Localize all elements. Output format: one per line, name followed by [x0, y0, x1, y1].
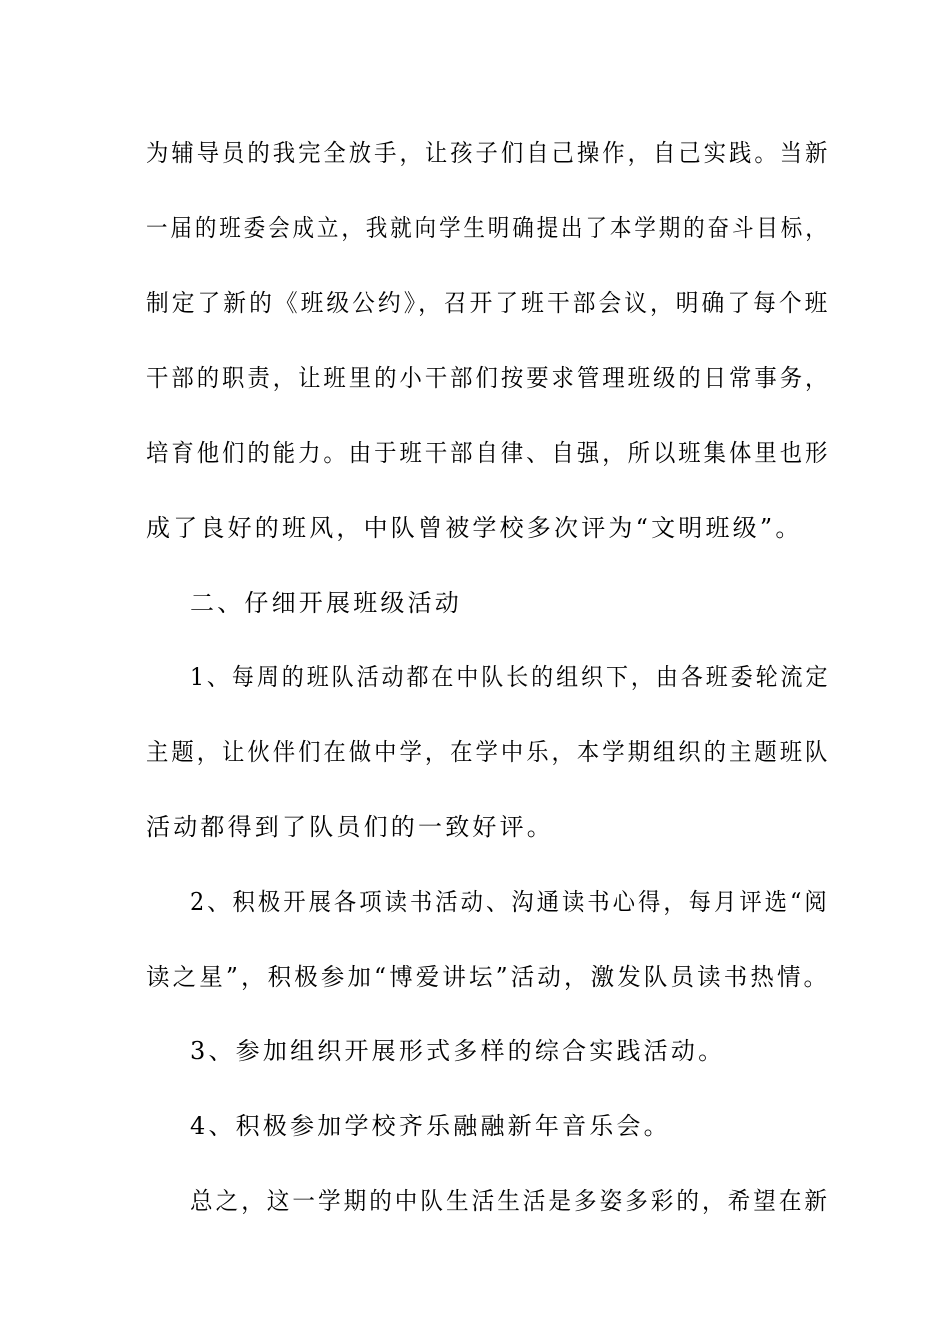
paragraph-line: 为辅导员的我完全放手，让孩子们自己操作，自己实践。当新 [146, 139, 831, 167]
paragraph-line: 一届的班委会成立，我就向学生明确提出了本学期的奋斗目标， [146, 214, 830, 242]
list-item-line: 2、积极开展各项读书活动、沟通读书心得，每月评选“阅 [190, 888, 830, 916]
section-heading: 二、仔细开展班级活动 [190, 589, 462, 617]
list-item-line: 读之星”，积极参加“博爱讲坛”活动，激发队员读书热情。 [146, 963, 831, 991]
paragraph-line: 总之，这一学期的中队生活生活是多姿多彩的，希望在新 [190, 1187, 831, 1215]
list-item-line: 1、每周的班队活动都在中队长的组织下，由各班委轮流定 [190, 663, 831, 691]
list-item-line: 4、积极参加学校齐乐融融新年音乐会。 [190, 1112, 671, 1140]
list-item-line: 活动都得到了队员们的一致好评。 [146, 813, 554, 841]
list-item-line: 3、参加组织开展形式多样的综合实践活动。 [190, 1037, 726, 1065]
paragraph-line: 干部的职责，让班里的小干部们按要求管理班级的日常事务， [146, 364, 831, 392]
paragraph-line: 培育他们的能力。由于班干部自律、自强，所以班集体里也形 [146, 439, 831, 467]
list-item-line: 主题，让伙伴们在做中学，在学中乐，本学期组织的主题班队 [146, 738, 831, 766]
paragraph-line: 制定了新的《班级公约》，召开了班干部会议，明确了每个班 [146, 289, 831, 317]
paragraph-line: 成了良好的班风，中队曾被学校多次评为“文明班级”。 [146, 514, 803, 542]
